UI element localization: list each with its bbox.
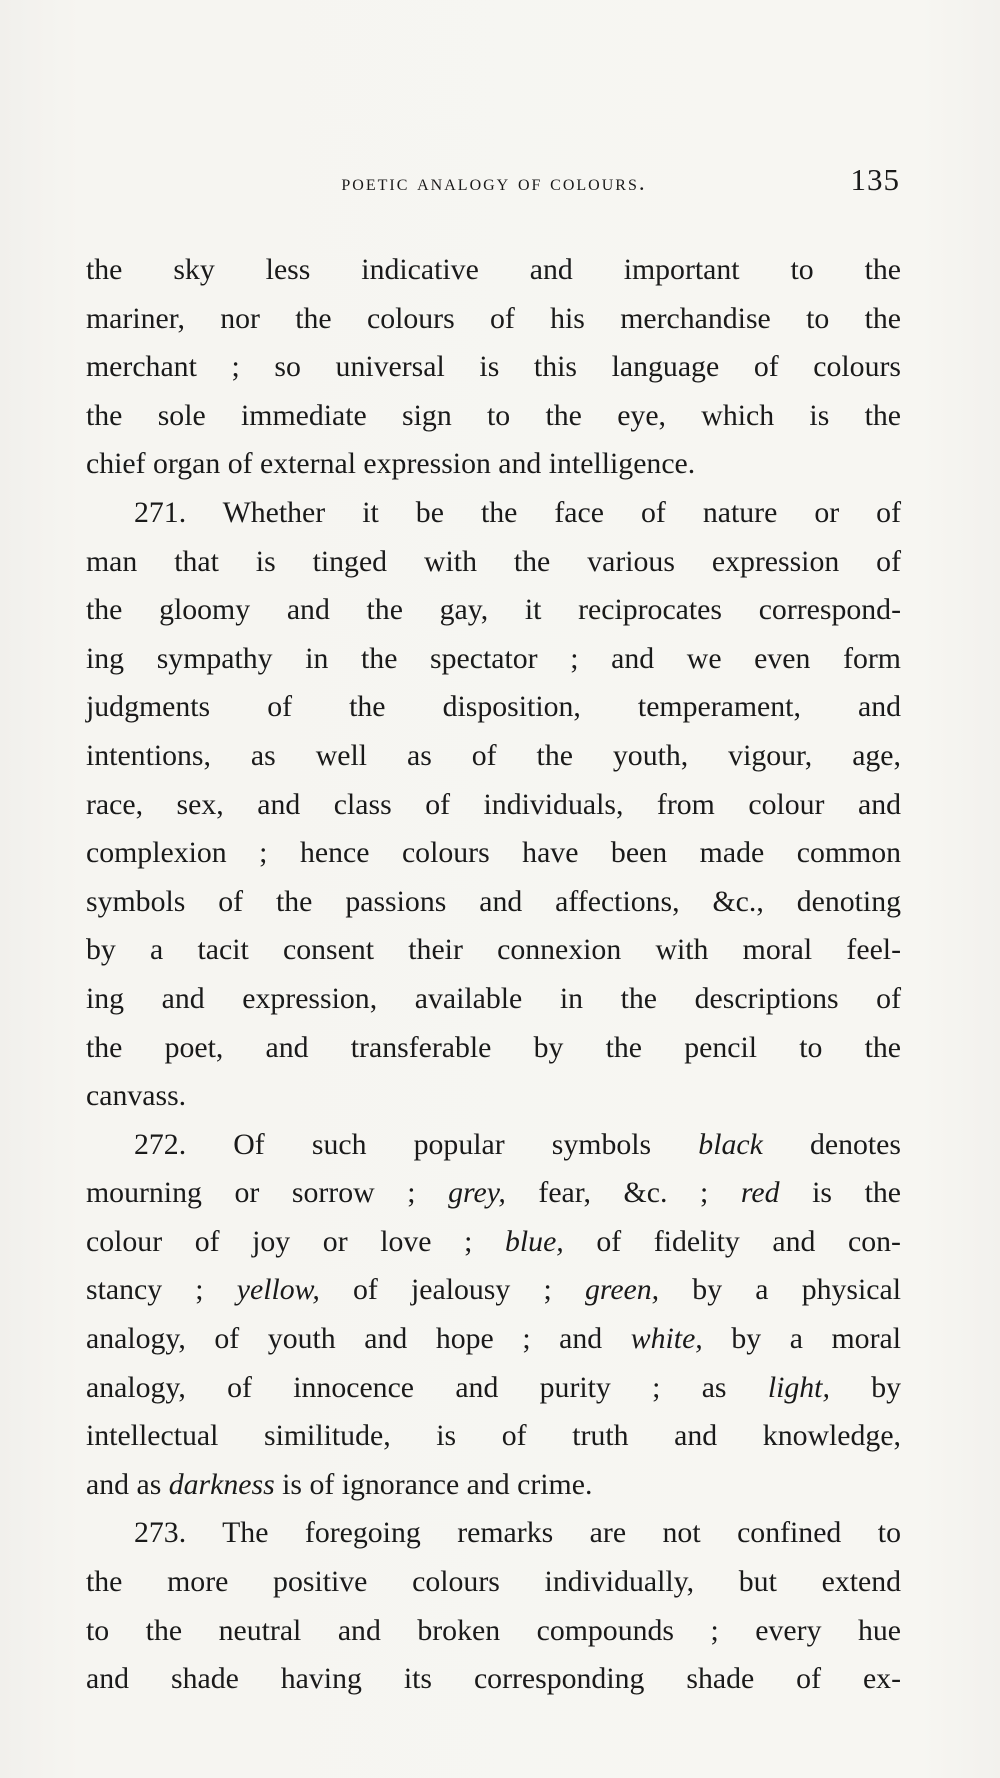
- text-run: and as: [86, 1467, 169, 1501]
- text-run: fear, &c. ;: [505, 1176, 741, 1210]
- text-line: [86, 1364, 901, 1413]
- italic-word-blue: blue,: [505, 1224, 564, 1258]
- italic-word-darkness: darkness: [168, 1467, 275, 1501]
- italic-word-green: green,: [584, 1273, 660, 1307]
- paragraph-272-start: [86, 1121, 901, 1170]
- italic-word-yellow: yellow,: [236, 1273, 320, 1307]
- italic-word-white: white,: [630, 1322, 703, 1356]
- text-line: by a tacit consent their connexion with moral feel-: [86, 933, 901, 967]
- text-line: mariner, nor the colours of his merchandise to the: [86, 301, 901, 335]
- text-line: complexion ; hence colours have been made common: [86, 836, 901, 870]
- text-run: of jealousy ;: [319, 1273, 585, 1307]
- text-line: chief organ of external expression and intelligence.: [86, 447, 696, 481]
- text-run: stancy ;: [86, 1273, 237, 1307]
- text-line: [86, 1266, 901, 1315]
- running-title: poetic analogy of colours.: [341, 170, 647, 195]
- text-line: [86, 1315, 901, 1364]
- text-line: [86, 1218, 901, 1267]
- text-run: analogy, of innocence and purity ; as: [86, 1370, 768, 1404]
- text-line: man that is tinged with the various expression of: [86, 544, 901, 578]
- text-run: by a moral: [702, 1322, 901, 1356]
- text-line: judgments of the disposition, temperament, and: [86, 690, 901, 724]
- paragraph-273-start: 273. The foregoing remarks are not confined to: [134, 1516, 901, 1550]
- text-run: is of ignorance and crime.: [274, 1467, 593, 1501]
- italic-word-light: light,: [767, 1370, 830, 1404]
- text-run: 272. Of such popular symbols: [134, 1127, 699, 1161]
- text-line: the gloomy and the gay, it reciprocates correspond-: [86, 593, 901, 627]
- text-line: [86, 1169, 901, 1218]
- page-number: 135: [850, 162, 900, 197]
- italic-word-grey: grey,: [448, 1176, 506, 1210]
- text-run: mourning or sorrow ;: [86, 1176, 449, 1210]
- text-line: the poet, and transferable by the pencil to the: [86, 1030, 901, 1064]
- text-line: merchant ; so universal is this language of colours: [86, 350, 901, 384]
- text-line: intellectual similitude, is of truth and knowledge,: [86, 1419, 901, 1453]
- text-line: the sole immediate sign to the eye, which is the: [86, 398, 901, 432]
- text-line: ing and expression, available in the descriptions of: [86, 981, 901, 1015]
- text-line: [86, 1461, 901, 1510]
- page-body: [86, 246, 901, 1704]
- italic-word-black: black: [698, 1127, 763, 1161]
- text-run: of fidelity and con-: [563, 1224, 901, 1258]
- text-line: the more positive colours individually, but extend: [86, 1565, 901, 1599]
- text-line: to the neutral and broken compounds ; every hue: [86, 1613, 901, 1647]
- running-head: [88, 162, 900, 202]
- text-run: is the: [779, 1176, 901, 1210]
- italic-word-red: red: [740, 1176, 780, 1210]
- text-line: intentions, as well as of the youth, vigour, age,: [86, 738, 901, 772]
- paragraph-271-start: 271. Whether it be the face of nature or of: [134, 495, 901, 529]
- text-line: and shade having its corresponding shade of ex-: [86, 1662, 901, 1696]
- text-line: the sky less indicative and important to the: [86, 253, 901, 286]
- text-run: denotes: [762, 1127, 901, 1161]
- text-run: by a physical: [659, 1273, 901, 1307]
- text-run: colour of joy or love ;: [86, 1224, 505, 1258]
- text-line: symbols of the passions and affections, &c., denoting: [86, 884, 901, 918]
- text-run: by: [829, 1370, 901, 1404]
- text-line: ing sympathy in the spectator ; and we even form: [86, 641, 901, 675]
- text-line: race, sex, and class of individuals, from colour and: [86, 787, 901, 821]
- text-line: canvass.: [86, 1079, 187, 1113]
- text-run: analogy, of youth and hope ; and: [86, 1322, 631, 1356]
